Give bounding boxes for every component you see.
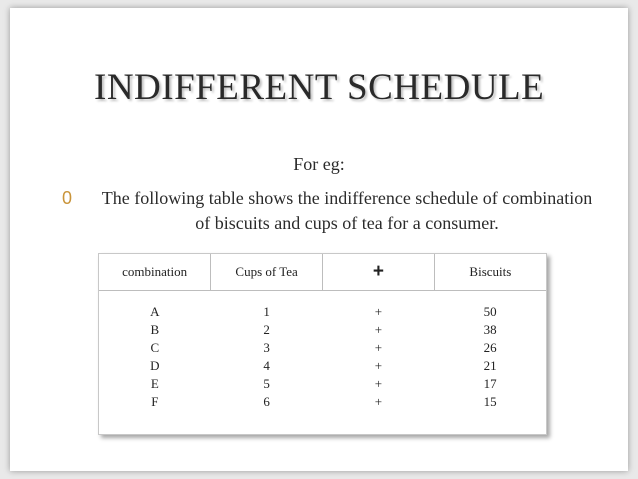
table-cell: C bbox=[150, 340, 160, 355]
table-cell: 21 bbox=[483, 358, 497, 373]
column-combination bbox=[99, 291, 211, 435]
table-cell: 38 bbox=[483, 322, 497, 337]
table-cell: 15 bbox=[483, 394, 497, 409]
table-cell: 50 bbox=[483, 304, 497, 319]
slide-subtitle: For eg: bbox=[293, 154, 345, 174]
slide-title: INDIFFERENT SCHEDULE bbox=[94, 67, 545, 108]
table-cell: 26 bbox=[483, 340, 497, 355]
bullet-text: The following table shows the indifference schedule of combination of biscuits and cups of tea for a consumer. bbox=[101, 188, 593, 233]
column-cups-of-tea bbox=[211, 291, 323, 435]
table-cell: E bbox=[150, 376, 159, 391]
table-header-row bbox=[99, 254, 546, 291]
table-cell: 17 bbox=[483, 376, 497, 391]
table-cell: + bbox=[374, 340, 383, 355]
table-cell: 4 bbox=[263, 358, 270, 373]
table-cell: B bbox=[150, 322, 160, 337]
table-cell: F bbox=[151, 394, 159, 409]
header-plus: + bbox=[323, 254, 435, 291]
header-combination: combination bbox=[99, 254, 211, 291]
table-cell: + bbox=[374, 376, 383, 391]
bullet-item bbox=[62, 186, 602, 236]
table-cell: 1 bbox=[263, 304, 270, 319]
header-cups-of-tea: Cups of Tea bbox=[211, 254, 323, 291]
header-biscuits: Biscuits bbox=[434, 254, 546, 291]
table-cell: A bbox=[150, 304, 160, 319]
table-cell: 2 bbox=[263, 322, 270, 337]
table-cell: + bbox=[374, 358, 383, 373]
bullet-marker-icon: 0 bbox=[62, 188, 73, 208]
table-cell: 3 bbox=[263, 340, 270, 355]
table-cell: 5 bbox=[263, 376, 270, 391]
indifference-table bbox=[98, 253, 547, 435]
table-cell: + bbox=[374, 394, 383, 409]
table-cell: D bbox=[150, 358, 160, 373]
column-biscuits bbox=[434, 291, 546, 435]
table-cell: + bbox=[374, 322, 383, 337]
table-cell: 6 bbox=[263, 394, 270, 409]
table-row bbox=[99, 291, 546, 435]
column-plus bbox=[323, 291, 435, 435]
table-cell: + bbox=[374, 304, 383, 319]
